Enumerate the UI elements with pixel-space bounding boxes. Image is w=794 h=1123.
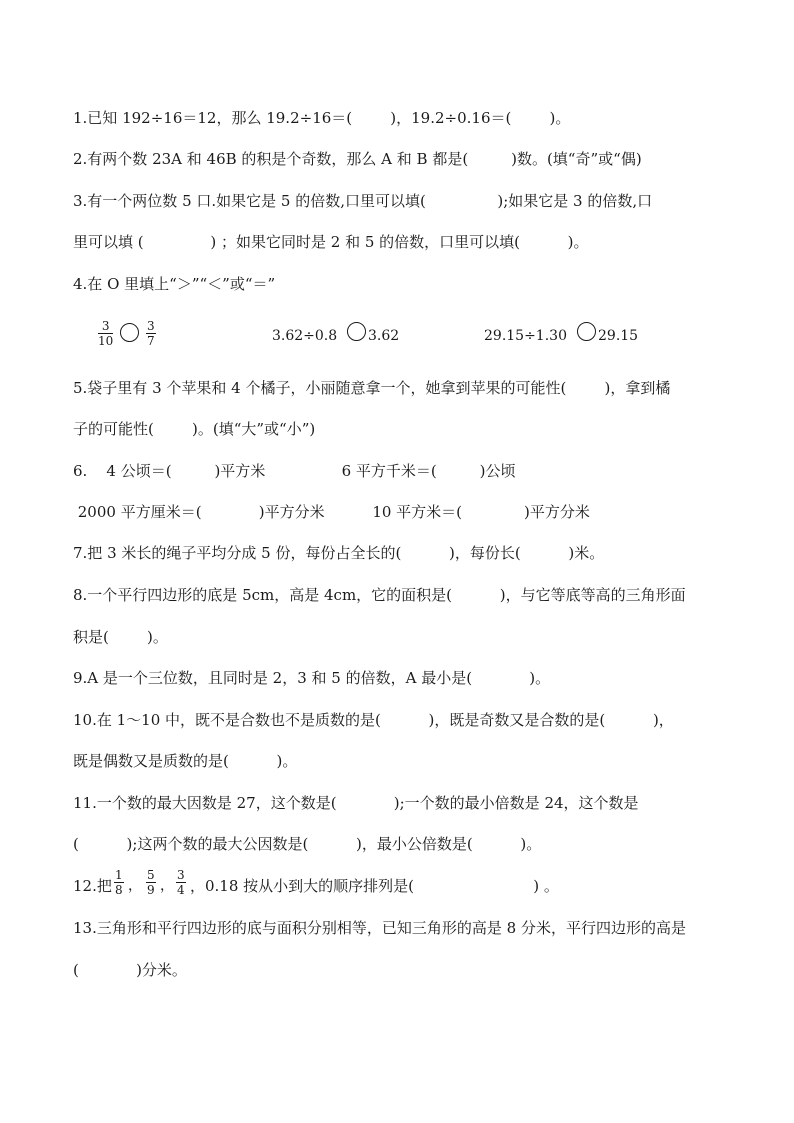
question-3-line-2: 里可以填 ( ) ；如果它同时是 2 和 5 的倍数，口里可以填( )。 <box>73 233 589 251</box>
q12-prefix: 12.把 <box>73 877 112 895</box>
question-9: 9.A 是一个三位数，且同时是 2，3 和 5 的倍数，A 最小是( )。 <box>73 669 551 687</box>
question-8-line-2: 积是( )。 <box>73 628 168 646</box>
question-13-line-2: ( )分米。 <box>73 961 187 979</box>
question-10-line-1: 10.在 1～10 中，既不是合数也不是质数的是( )，既是奇数又是合数的是( )， <box>73 711 674 729</box>
question-13-line-1: 13.三角形和平行四边形的底与面积分别相等，已知三角形的高是 8 分米，平行四边形的高是 <box>73 919 686 937</box>
fraction-1-8 <box>114 868 124 897</box>
question-11-line-2: ( );这两个数的最大公因数是( )，最小公倍数是( )。 <box>73 835 542 853</box>
q12-separator: ， <box>160 878 174 894</box>
fraction-denominator: 9 <box>147 883 155 897</box>
compare-circle-2[interactable] <box>347 322 366 341</box>
question-7: 7.把 3 米长的绳子平均分成 5 份，每份占全长的( )，每份长( )米。 <box>73 544 605 562</box>
question-10-line-2: 既是偶数又是质数的是( )。 <box>73 752 298 770</box>
compare-circle-3[interactable] <box>577 322 596 341</box>
fraction-numerator: 3 <box>147 319 155 333</box>
fraction-denominator: 4 <box>177 883 185 897</box>
expr-2-left: 3.62÷0.8 <box>272 328 338 344</box>
question-3-line-1: 3.有一个两位数 5 口.如果它是 5 的倍数,口里可以填( );如果它是 3 的倍数,口 <box>73 192 653 210</box>
expr-2-right: 3.62 <box>368 328 400 344</box>
question-2: 2.有两个数 23A 和 46B 的积是个奇数，那么 A 和 B 都是( )数。(填“奇”或“偶) <box>73 150 642 168</box>
fraction-denominator: 10 <box>98 334 114 348</box>
fraction-numerator: 3 <box>177 868 185 882</box>
fraction-3-4 <box>176 868 186 897</box>
expr-3-left: 29.15÷1.30 <box>484 328 567 344</box>
question-11-line-1: 11.一个数的最大因数是 27，这个数是( );一个数的最小倍数是 24，这个数是 <box>73 794 639 812</box>
q12-separator: ， <box>128 878 142 894</box>
question-8-line-1: 8.一个平行四边形的底是 5cm，高是 4cm，它的面积是( )，与它等底等高的三角形面 <box>73 586 686 604</box>
question-6-line-2: 2000 平方厘米＝( )平方分米 10 平方米＝( )平方分米 <box>73 503 590 521</box>
fraction-3-7 <box>146 319 156 348</box>
fraction-numerator: 3 <box>98 319 113 334</box>
question-5-line-1: 5.袋子里有 3 个苹果和 4 个橘子，小丽随意拿一个，她拿到苹果的可能性( )，拿到橘 <box>73 379 671 397</box>
fraction-numerator: 5 <box>147 868 155 882</box>
q12-suffix: ，0.18 按从小到大的顺序排列是( ) 。 <box>190 877 559 895</box>
fraction-3-10 <box>98 319 113 348</box>
question-4: 4.在 O 里填上“＞”“＜”或“＝” <box>73 275 276 293</box>
fraction-denominator: 7 <box>147 334 155 348</box>
question-5-line-2: 子的可能性( )。(填“大”或“小”) <box>73 420 316 438</box>
compare-circle-1[interactable] <box>120 323 139 342</box>
expr-3-right: 29.15 <box>598 328 639 344</box>
question-1: 1.已知 192÷16＝12，那么 19.2÷16＝( )，19.2÷0.16＝( )。 <box>73 109 571 127</box>
question-6-line-1: 6. 4 公顷＝( )平方米 6 平方千米＝( )公顷 <box>73 462 516 480</box>
fraction-denominator: 8 <box>115 883 123 897</box>
fraction-numerator: 1 <box>115 868 123 882</box>
fraction-5-9 <box>146 868 156 897</box>
